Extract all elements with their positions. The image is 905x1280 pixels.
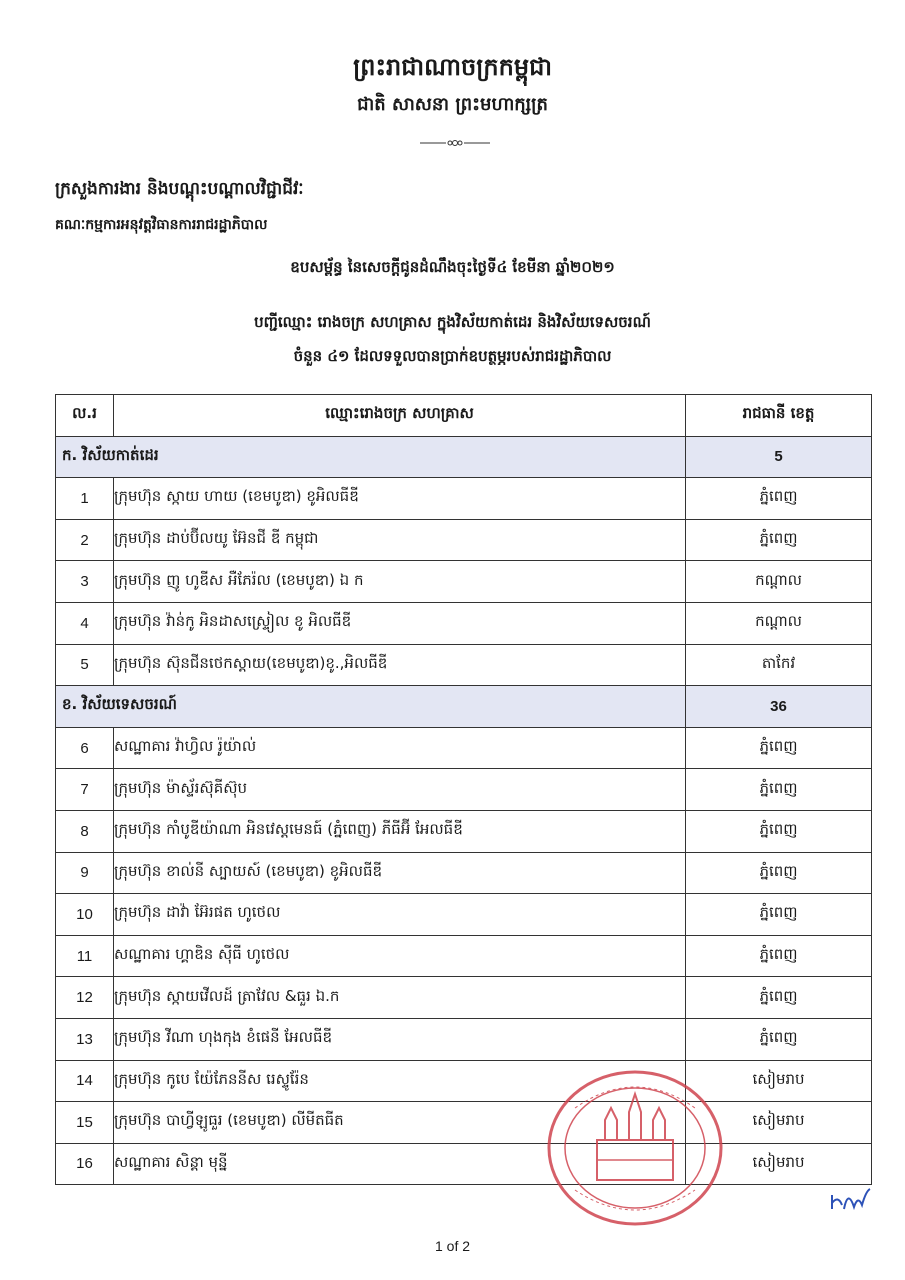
- enterprise-name: ក្រុមហ៊ុន វីណា ហុងកុង ខំផេនី អែលធីឌី: [114, 1018, 686, 1060]
- province: ភ្នំពេញ: [686, 769, 872, 811]
- row-number: 7: [56, 769, 114, 811]
- table-row: [56, 1143, 872, 1185]
- province: ភ្នំពេញ: [686, 810, 872, 852]
- province: ភ្នំពេញ: [686, 478, 872, 520]
- enterprise-name: សណ្ឋាគារ វ៉ាហ្វិល រ៉ូយ៉ាល់: [114, 727, 686, 769]
- row-number: 13: [56, 1018, 114, 1060]
- province: កណ្តាល: [686, 561, 872, 603]
- enterprise-name: ក្រុមហ៊ុន ដាប់ប៊ីលយូ អ៊ែនជី ឌី កម្ពុជា: [114, 519, 686, 561]
- table-row: [56, 561, 872, 603]
- row-number: 11: [56, 935, 114, 977]
- enterprise-name: ក្រុមហ៊ុន កាំបូឌីយ៉ាណា អិនវេស្តមេនធ៍ (ភ្នំពេញ) ភីធីអ៊ី អែលធីឌី: [114, 810, 686, 852]
- row-number: 4: [56, 602, 114, 644]
- enterprise-name: ក្រុមហ៊ុន ម៉ាស្ទ័រស៊ុគីស៊ុប: [114, 769, 686, 811]
- table-row: [56, 478, 872, 520]
- row-number: 9: [56, 852, 114, 894]
- row-number: 1: [56, 478, 114, 520]
- kingdom-heading: ព្រះរាជាណាចក្រកម្ពុជា: [353, 52, 552, 81]
- section-label: ក. វិស័យកាត់ដេរ: [56, 436, 686, 478]
- enterprise-name: សណ្ឋាគារ សិន្តា មុន្នី: [114, 1143, 686, 1185]
- section-count: 36: [686, 686, 872, 728]
- row-number: 10: [56, 894, 114, 936]
- province: សៀមរាប: [686, 1060, 872, 1102]
- table-header-row: [56, 395, 872, 437]
- row-number: 12: [56, 977, 114, 1019]
- row-number: 5: [56, 644, 114, 686]
- province: សៀមរាប: [686, 1143, 872, 1185]
- row-number: 8: [56, 810, 114, 852]
- province: ភ្នំពេញ: [686, 935, 872, 977]
- annex-title: ឧបសម្ព័ន្ធ នៃសេចក្តីជូនដំណឹងចុះថ្ងៃទី៤ ខែមីនា ឆ្នាំ២០២១: [290, 258, 615, 276]
- committee-name: គណៈកម្មការអនុវត្តវិធានការរាជរដ្ឋាភិបាល: [55, 217, 268, 233]
- province: ភ្នំពេញ: [686, 852, 872, 894]
- enterprise-name: សណ្ឋាគារ ហ្គាឌិន ស៊ីធី ហូថេល: [114, 935, 686, 977]
- table-row: [56, 519, 872, 561]
- section-label: ខ. វិស័យទេសចរណ៍: [56, 686, 686, 728]
- province: កណ្តាល: [686, 602, 872, 644]
- table-row: [56, 1060, 872, 1102]
- enterprise-name: ក្រុមហ៊ុន ខាល់នី ស្បាយស៍ (ខេមបូឌា) ខូអិលធីឌី: [114, 852, 686, 894]
- national-motto: ជាតិ សាសនា ព្រះមហាក្សត្រ: [357, 94, 548, 115]
- province: ភ្នំពេញ: [686, 519, 872, 561]
- table-row: [56, 769, 872, 811]
- handwritten-signature: [828, 1185, 873, 1215]
- province: សៀមរាប: [686, 1102, 872, 1144]
- enterprise-name: ក្រុមហ៊ុន ស៊ុនជីនថេកស្តាយ(ខេមបូឌា)ខូ.,អិលធីឌី: [114, 644, 686, 686]
- enterprise-name: ក្រុមហ៊ុន ញូ ហូឌីស អឺភែរ៉ល (ខេមបូឌា) ឯ ក: [114, 561, 686, 603]
- table-row: [56, 1102, 872, 1144]
- enterprise-name: ក្រុមហ៊ុន ស្កាយវើលដ៍ ត្រាវែល &ធួរ ឯ.ក: [114, 977, 686, 1019]
- header-name: ឈ្មោះរោងចក្រ សហគ្រាស: [114, 395, 686, 437]
- table-row: [56, 1018, 872, 1060]
- table-row: [56, 644, 872, 686]
- table-row: [56, 602, 872, 644]
- table-row: [56, 852, 872, 894]
- row-number: 6: [56, 727, 114, 769]
- province: ភ្នំពេញ: [686, 1018, 872, 1060]
- ornament-divider: [420, 138, 490, 148]
- section-row-tourism: [56, 686, 872, 728]
- ministry-name: ក្រសួងការងារ និងបណ្តុះបណ្តាលវិជ្ជាជីវៈ: [55, 179, 304, 199]
- enterprise-name: ក្រុមហ៊ុន វ៉ាន់កូ អិនដាសស្ទ្រៀល ខូ អិលធីឌី: [114, 602, 686, 644]
- table-row: [56, 727, 872, 769]
- row-number: 3: [56, 561, 114, 603]
- province: ភ្នំពេញ: [686, 977, 872, 1019]
- table-row: [56, 977, 872, 1019]
- enterprise-name: ក្រុមហ៊ុន ដាវ៉ា អ៊ែរផត ហូថេល: [114, 894, 686, 936]
- province: ភ្នំពេញ: [686, 894, 872, 936]
- page-number: 1 of 2: [434, 1238, 471, 1254]
- row-number: 15: [56, 1102, 114, 1144]
- province: ភ្នំពេញ: [686, 727, 872, 769]
- section-row-garment: [56, 436, 872, 478]
- province: តាកែវ: [686, 644, 872, 686]
- list-title: បញ្ជីឈ្មោះ រោងចក្រ សហគ្រាស ក្នុងវិស័យកាត់ដេរ និងវិស័យទេសចរណ៍: [254, 313, 651, 331]
- enterprise-name: ក្រុមហ៊ុន ស្កាយ ហាយ (ខេមបូឌា) ខូអិលធីឌី: [114, 478, 686, 520]
- list-count: ចំនួន ៤១ ដែលទទួលបានប្រាក់ឧបត្ថម្ភរបស់រាជរដ្ឋាភិបាល: [293, 347, 612, 365]
- table-row: [56, 935, 872, 977]
- row-number: 14: [56, 1060, 114, 1102]
- enterprise-name: ក្រុមហ៊ុន កូបេ យ៉ែភែននីស រេស្ទូរ៉ែន: [114, 1060, 686, 1102]
- section-count: 5: [686, 436, 872, 478]
- table-row: [56, 894, 872, 936]
- row-number: 2: [56, 519, 114, 561]
- row-number: 16: [56, 1143, 114, 1185]
- enterprise-name: ក្រុមហ៊ុន បាហ្វីឡូធួរ (ខេមបូឌា) លីមីតធីត: [114, 1102, 686, 1144]
- header-province: រាជធានី ខេត្ត: [686, 395, 872, 437]
- enterprise-table: [55, 394, 872, 1185]
- table-row: [56, 810, 872, 852]
- official-seal-stamp: [545, 1068, 725, 1228]
- header-no: ល.រ: [56, 395, 114, 437]
